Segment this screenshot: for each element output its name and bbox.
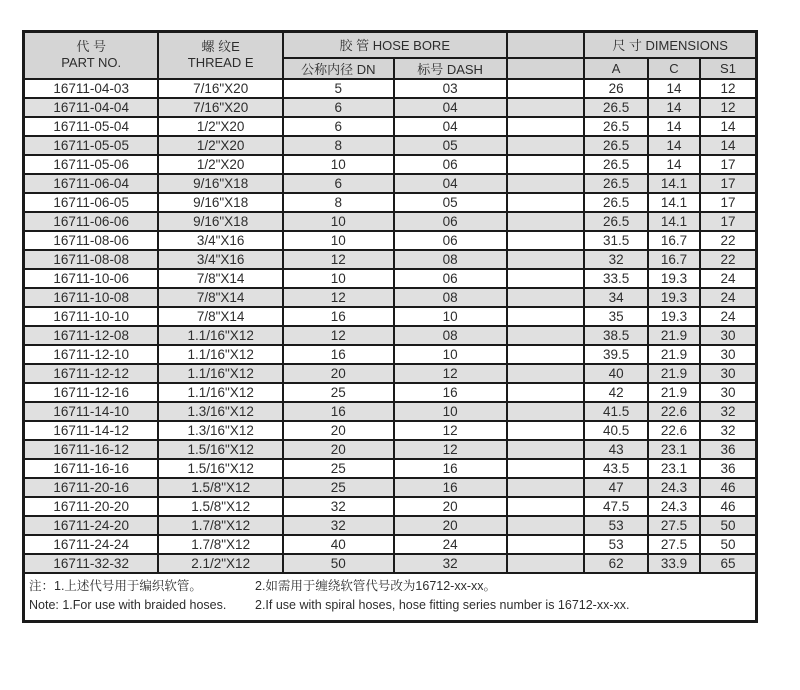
cell-c: 24.3	[648, 497, 700, 516]
cell-thread: 1.7/8"X12	[158, 516, 283, 535]
cell-part-no: 16711-10-10	[24, 307, 159, 326]
header-dim-a: A	[584, 58, 648, 79]
cell-dash: 32	[394, 554, 507, 573]
cell-thread: 1.1/16"X12	[158, 364, 283, 383]
cell-s1: 22	[700, 250, 757, 269]
cell-part-no: 16711-06-04	[24, 174, 159, 193]
cell-dn: 25	[283, 383, 394, 402]
table-row	[24, 440, 757, 459]
cell-thread: 7/16"X20	[158, 98, 283, 117]
cell-dn: 40	[283, 535, 394, 554]
cell-c: 14	[648, 79, 700, 98]
cell-c: 14.1	[648, 193, 700, 212]
cell-s1: 30	[700, 326, 757, 345]
cell-part-no: 16711-05-06	[24, 155, 159, 174]
cell-part-no: 16711-04-03	[24, 79, 159, 98]
cell-dn: 25	[283, 459, 394, 478]
cell-a: 47.5	[584, 497, 648, 516]
cell-part-no: 16711-20-16	[24, 478, 159, 497]
cell-part-no: 16711-08-06	[24, 231, 159, 250]
cell-part-no: 16711-16-16	[24, 459, 159, 478]
cell-c: 14	[648, 136, 700, 155]
cell-part-no: 16711-14-10	[24, 402, 159, 421]
cell-spacer	[507, 459, 585, 478]
cell-dash: 06	[394, 212, 507, 231]
cell-s1: 36	[700, 459, 757, 478]
cell-dash: 03	[394, 79, 507, 98]
cell-dn: 20	[283, 364, 394, 383]
cell-spacer	[507, 79, 585, 98]
table-row	[24, 364, 757, 383]
table-footer	[24, 573, 757, 622]
cell-dn: 10	[283, 231, 394, 250]
cell-c: 14.1	[648, 212, 700, 231]
cell-s1: 24	[700, 269, 757, 288]
cell-dn: 16	[283, 307, 394, 326]
cell-spacer	[507, 516, 585, 535]
table-row	[24, 174, 757, 193]
table-row	[24, 155, 757, 174]
cell-part-no: 16711-12-08	[24, 326, 159, 345]
cell-c: 14	[648, 155, 700, 174]
table-row	[24, 554, 757, 573]
cell-s1: 30	[700, 364, 757, 383]
cell-c: 19.3	[648, 269, 700, 288]
cell-dn: 8	[283, 193, 394, 212]
cell-c: 27.5	[648, 516, 700, 535]
cell-a: 40.5	[584, 421, 648, 440]
header-part-no	[24, 32, 159, 79]
header-dn: 公称内径 DN	[283, 58, 394, 79]
cell-a: 26	[584, 79, 648, 98]
cell-dash: 08	[394, 326, 507, 345]
cell-dash: 10	[394, 402, 507, 421]
cell-s1: 46	[700, 478, 757, 497]
cell-s1: 65	[700, 554, 757, 573]
table-row	[24, 136, 757, 155]
cell-dash: 12	[394, 364, 507, 383]
table-row	[24, 478, 757, 497]
cell-dash: 10	[394, 345, 507, 364]
cell-s1: 50	[700, 516, 757, 535]
cell-c: 21.9	[648, 345, 700, 364]
cell-dn: 32	[283, 516, 394, 535]
cell-s1: 12	[700, 79, 757, 98]
cell-s1: 24	[700, 288, 757, 307]
cell-thread: 1/2"X20	[158, 117, 283, 136]
cell-spacer	[507, 193, 585, 212]
cell-part-no: 16711-24-24	[24, 535, 159, 554]
header-dash: 标号 DASH	[394, 58, 507, 79]
cell-dn: 6	[283, 98, 394, 117]
table-row	[24, 212, 757, 231]
cell-c: 19.3	[648, 307, 700, 326]
cell-thread: 1.5/16"X12	[158, 459, 283, 478]
cell-c: 22.6	[648, 402, 700, 421]
cell-dn: 20	[283, 421, 394, 440]
cell-spacer	[507, 497, 585, 516]
cell-part-no: 16711-04-04	[24, 98, 159, 117]
cell-dash: 20	[394, 497, 507, 516]
table-row	[24, 497, 757, 516]
cell-dn: 12	[283, 288, 394, 307]
cell-part-no: 16711-32-32	[24, 554, 159, 573]
cell-spacer	[507, 383, 585, 402]
cell-c: 16.7	[648, 250, 700, 269]
cell-c: 33.9	[648, 554, 700, 573]
cell-thread: 1.3/16"X12	[158, 402, 283, 421]
cell-a: 26.5	[584, 155, 648, 174]
note-en-2: 2.If use with spiral hoses, hose fitting series number is 16712-xx-xx.	[255, 597, 630, 612]
cell-s1: 17	[700, 155, 757, 174]
note-cn-1: 注：1.上述代号用于编织软管。	[29, 578, 202, 593]
cell-c: 14	[648, 98, 700, 117]
table-row	[24, 459, 757, 478]
cell-a: 47	[584, 478, 648, 497]
cell-thread: 1.5/16"X12	[158, 440, 283, 459]
cell-thread: 1.7/8"X12	[158, 535, 283, 554]
notes-cell	[24, 573, 757, 622]
cell-thread: 7/8"X14	[158, 269, 283, 288]
cell-c: 27.5	[648, 535, 700, 554]
cell-part-no: 16711-12-16	[24, 383, 159, 402]
cell-a: 26.5	[584, 193, 648, 212]
cell-spacer	[507, 231, 585, 250]
header-thread-en: THREAD E	[187, 55, 254, 71]
cell-a: 40	[584, 364, 648, 383]
header-spacer-bottom	[507, 58, 585, 79]
cell-thread: 3/4"X16	[158, 231, 283, 250]
table-row	[24, 231, 757, 250]
cell-a: 43	[584, 440, 648, 459]
cell-part-no: 16711-06-06	[24, 212, 159, 231]
cell-spacer	[507, 326, 585, 345]
cell-s1: 22	[700, 231, 757, 250]
header-part-no-en: PART NO.	[61, 55, 122, 71]
cell-thread: 7/8"X14	[158, 288, 283, 307]
cell-c: 24.3	[648, 478, 700, 497]
cell-dn: 12	[283, 326, 394, 345]
cell-a: 34	[584, 288, 648, 307]
cell-thread: 1.5/8"X12	[158, 478, 283, 497]
cell-part-no: 16711-14-12	[24, 421, 159, 440]
cell-thread: 1.5/8"X12	[158, 497, 283, 516]
cell-spacer	[507, 364, 585, 383]
cell-c: 21.9	[648, 364, 700, 383]
cell-thread: 7/8"X14	[158, 307, 283, 326]
cell-spacer	[507, 98, 585, 117]
cell-part-no: 16711-24-20	[24, 516, 159, 535]
cell-dash: 04	[394, 98, 507, 117]
cell-thread: 9/16"X18	[158, 212, 283, 231]
cell-dash: 12	[394, 440, 507, 459]
cell-c: 21.9	[648, 383, 700, 402]
note-cn-2: 2.如需用于缠绕软管代号改为16712-xx-xx。	[255, 578, 497, 593]
cell-spacer	[507, 440, 585, 459]
cell-dn: 5	[283, 79, 394, 98]
cell-s1: 32	[700, 402, 757, 421]
table-header	[24, 32, 757, 79]
cell-dash: 04	[394, 174, 507, 193]
cell-s1: 50	[700, 535, 757, 554]
cell-c: 23.1	[648, 440, 700, 459]
cell-dash: 20	[394, 516, 507, 535]
cell-c: 21.9	[648, 326, 700, 345]
cell-thread: 3/4"X16	[158, 250, 283, 269]
cell-spacer	[507, 402, 585, 421]
header-part-no-cn: 代 号	[76, 39, 106, 55]
cell-dash: 06	[394, 155, 507, 174]
cell-thread: 9/16"X18	[158, 174, 283, 193]
cell-part-no: 16711-05-05	[24, 136, 159, 155]
cell-spacer	[507, 288, 585, 307]
cell-spacer	[507, 117, 585, 136]
cell-spacer	[507, 307, 585, 326]
cell-s1: 14	[700, 136, 757, 155]
cell-dn: 10	[283, 212, 394, 231]
cell-dash: 10	[394, 307, 507, 326]
cell-spacer	[507, 155, 585, 174]
cell-thread: 1.1/16"X12	[158, 383, 283, 402]
note-line-en	[29, 596, 751, 615]
cell-thread: 1/2"X20	[158, 155, 283, 174]
cell-a: 62	[584, 554, 648, 573]
cell-dn: 16	[283, 402, 394, 421]
cell-dn: 8	[283, 136, 394, 155]
cell-dn: 50	[283, 554, 394, 573]
table-row	[24, 383, 757, 402]
cell-c: 14.1	[648, 174, 700, 193]
cell-dash: 04	[394, 117, 507, 136]
cell-a: 26.5	[584, 117, 648, 136]
cell-dash: 16	[394, 383, 507, 402]
cell-dn: 32	[283, 497, 394, 516]
cell-a: 38.5	[584, 326, 648, 345]
header-spacer-top	[507, 32, 585, 58]
cell-c: 16.7	[648, 231, 700, 250]
cell-spacer	[507, 269, 585, 288]
cell-a: 26.5	[584, 136, 648, 155]
cell-s1: 17	[700, 193, 757, 212]
header-dimensions-group: 尺 寸 DIMENSIONS	[584, 32, 756, 58]
cell-s1: 14	[700, 117, 757, 136]
table-row	[24, 326, 757, 345]
cell-thread: 1.1/16"X12	[158, 345, 283, 364]
table-row	[24, 193, 757, 212]
cell-a: 33.5	[584, 269, 648, 288]
cell-dn: 6	[283, 174, 394, 193]
cell-dash: 16	[394, 459, 507, 478]
table-row	[24, 345, 757, 364]
hose-fitting-spec-table	[22, 30, 758, 623]
cell-thread: 7/16"X20	[158, 79, 283, 98]
cell-thread: 1/2"X20	[158, 136, 283, 155]
cell-dash: 05	[394, 136, 507, 155]
cell-s1: 30	[700, 345, 757, 364]
cell-s1: 17	[700, 174, 757, 193]
table-row	[24, 250, 757, 269]
cell-s1: 32	[700, 421, 757, 440]
cell-dn: 12	[283, 250, 394, 269]
cell-a: 39.5	[584, 345, 648, 364]
cell-a: 26.5	[584, 212, 648, 231]
note-en-1: Note: 1.For use with braided hoses.	[29, 597, 227, 612]
cell-c: 22.6	[648, 421, 700, 440]
cell-spacer	[507, 535, 585, 554]
table-row	[24, 269, 757, 288]
cell-thread: 1.3/16"X12	[158, 421, 283, 440]
header-dim-s1: S1	[700, 58, 757, 79]
cell-part-no: 16711-20-20	[24, 497, 159, 516]
cell-part-no: 16711-08-08	[24, 250, 159, 269]
cell-s1: 24	[700, 307, 757, 326]
table-row	[24, 79, 757, 98]
note-line-cn	[29, 577, 751, 596]
cell-dash: 06	[394, 269, 507, 288]
cell-part-no: 16711-06-05	[24, 193, 159, 212]
cell-a: 35	[584, 307, 648, 326]
cell-dash: 06	[394, 231, 507, 250]
cell-spacer	[507, 250, 585, 269]
cell-spacer	[507, 554, 585, 573]
header-thread	[158, 32, 283, 79]
cell-s1: 12	[700, 98, 757, 117]
cell-thread: 9/16"X18	[158, 193, 283, 212]
cell-s1: 36	[700, 440, 757, 459]
cell-dn: 25	[283, 478, 394, 497]
cell-a: 42	[584, 383, 648, 402]
cell-a: 32	[584, 250, 648, 269]
cell-c: 14	[648, 117, 700, 136]
cell-a: 26.5	[584, 98, 648, 117]
cell-dn: 10	[283, 155, 394, 174]
cell-dash: 16	[394, 478, 507, 497]
cell-a: 53	[584, 535, 648, 554]
cell-a: 26.5	[584, 174, 648, 193]
cell-dn: 6	[283, 117, 394, 136]
cell-dash: 08	[394, 288, 507, 307]
cell-s1: 17	[700, 212, 757, 231]
spec-sheet	[22, 30, 758, 623]
table-row	[24, 516, 757, 535]
cell-spacer	[507, 174, 585, 193]
table-body	[24, 79, 757, 573]
cell-c: 19.3	[648, 288, 700, 307]
table-row	[24, 402, 757, 421]
cell-part-no: 16711-10-06	[24, 269, 159, 288]
cell-spacer	[507, 478, 585, 497]
cell-dn: 10	[283, 269, 394, 288]
cell-a: 31.5	[584, 231, 648, 250]
cell-part-no: 16711-16-12	[24, 440, 159, 459]
cell-s1: 30	[700, 383, 757, 402]
table-row	[24, 117, 757, 136]
cell-spacer	[507, 212, 585, 231]
cell-a: 43.5	[584, 459, 648, 478]
header-dim-c: C	[648, 58, 700, 79]
cell-spacer	[507, 136, 585, 155]
cell-a: 41.5	[584, 402, 648, 421]
cell-dash: 12	[394, 421, 507, 440]
cell-spacer	[507, 421, 585, 440]
table-row	[24, 307, 757, 326]
cell-thread: 2.1/2"X12	[158, 554, 283, 573]
table-row	[24, 288, 757, 307]
cell-thread: 1.1/16"X12	[158, 326, 283, 345]
cell-a: 53	[584, 516, 648, 535]
cell-dn: 16	[283, 345, 394, 364]
cell-dash: 05	[394, 193, 507, 212]
table-row	[24, 421, 757, 440]
cell-part-no: 16711-10-08	[24, 288, 159, 307]
table-row	[24, 98, 757, 117]
cell-part-no: 16711-05-04	[24, 117, 159, 136]
cell-s1: 46	[700, 497, 757, 516]
cell-part-no: 16711-12-12	[24, 364, 159, 383]
header-hose-bore-group: 胶 管 HOSE BORE	[283, 32, 507, 58]
table-row	[24, 535, 757, 554]
cell-spacer	[507, 345, 585, 364]
cell-dn: 20	[283, 440, 394, 459]
header-thread-cn: 螺 纹E	[201, 39, 240, 55]
cell-dash: 08	[394, 250, 507, 269]
cell-c: 23.1	[648, 459, 700, 478]
cell-dash: 24	[394, 535, 507, 554]
cell-part-no: 16711-12-10	[24, 345, 159, 364]
